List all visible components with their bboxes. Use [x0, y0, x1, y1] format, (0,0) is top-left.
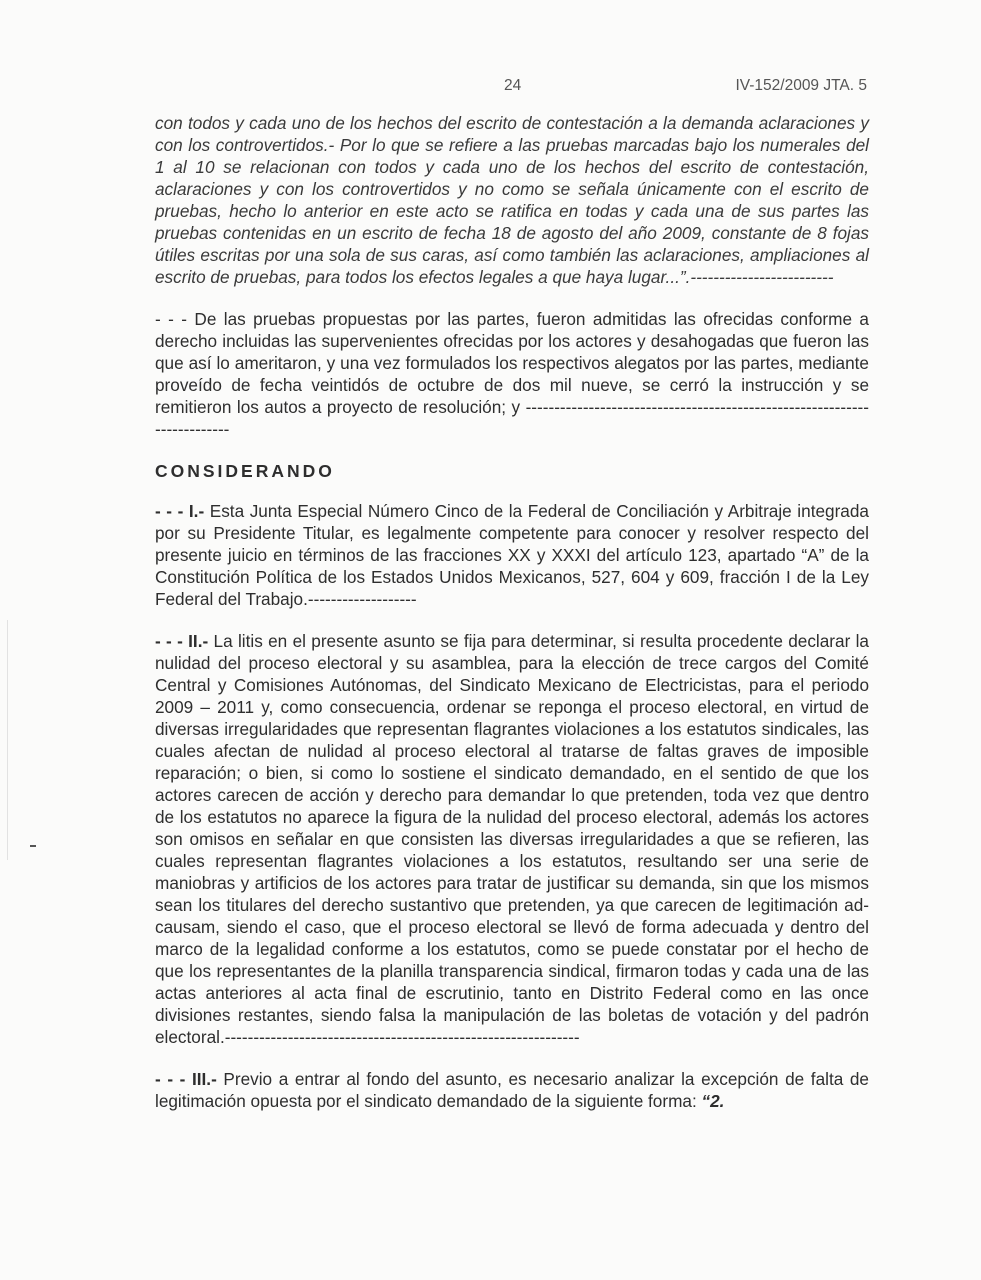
document-body — [155, 112, 869, 1132]
page-number: 24 — [504, 77, 522, 94]
paragraph-marker: - - - I.- — [155, 501, 205, 521]
paragraph-marker: - - - II.- — [155, 631, 209, 651]
section-heading: CONSIDERANDO — [155, 461, 335, 481]
case-reference: IV-152/2009 JTA. 5 — [735, 77, 867, 94]
quoted-paragraph: con todos y cada uno de los hechos del escrito de contestación a la demanda aclaraciones y con los controvertidos.- Por lo que se refiere a las pruebas marcadas bajo los numerales del 1 al 10 se relacionan con todos y cada uno de los hechos del escrito de contestación, aclaraciones y con los controvertidos y no como se señala únicamente con el escrito de pruebas, hecho lo anterior en este acto se ratifica en todas y cada una de sus partes las pruebas contenidas en un escrito de fecha 18 de agosto del año 2009, constante de 8 fojas útiles escritas por una sola de sus caras, así como también las aclaraciones, ampliaciones al escrito de pruebas, para todos los efectos legales a que haya lugar...”.------------------------- — [155, 113, 869, 287]
scan-mark — [30, 845, 36, 847]
paragraph-considerando-2 — [155, 630, 869, 1048]
paragraph-text: Esta Junta Especial Número Cinco de la Federal de Conciliación y Arbitraje integrada por su Presidente Titular, es legalmente competente para conocer y resolver respecto del presente juicio en términos de las fracciones XX y XXXI del artículo 123, apartado “A” de la Constitución Política de los Estados Unidos Mexicanos, 527, 604 y 609, fracción I de la Ley Federal del Trabajo.------------------- — [155, 501, 869, 609]
paragraph-considerando-3 — [155, 1068, 869, 1112]
paragraph-text: Previo a entrar al fondo del asunto, es necesario analizar la excepción de falta de legitimación opuesta por el sindicato demandado de la siguiente forma: — [155, 1069, 869, 1111]
paragraph-marker: - - - III.- — [155, 1069, 217, 1089]
paragraph-considerando-1 — [155, 500, 869, 610]
paragraph-quote-start: “2. — [701, 1091, 725, 1111]
paragraph-pruebas: - - - De las pruebas propuestas por las partes, fueron admitidas las ofrecidas conforme a derecho incluidas las supervenientes ofrecidas por los actores y desahogadas que fueron las que así lo ameritaron, y una vez formulados los respectivos alegatos por las partes, mediante proveído de fecha veintidós de octubre de dos mil nueve, se cerró la instrucción y se remitieron los autos a proyecto de resolución; y ------------------------------------------------------------------------- — [155, 309, 869, 439]
page-header — [0, 77, 981, 99]
scan-edge-line — [7, 620, 8, 860]
paragraph-text: La litis en el presente asunto se fija para determinar, si resulta procedente declarar la nulidad del proceso electoral y su asamblea, para la elección de trece cargos del Comité Central y Comisiones Autónomas, del Sindicato Mexicano de Electricistas, para el periodo 2009 – 2011 y, como consecuencia, ordenar se reponga el proceso electoral, en virtud de diversas irregularidades que representan flagrantes violaciones a los estatutos sindicales, las cuales afectan de nulidad al proceso electoral al tratarse de faltas graves de imposible reparación; o bien, si como lo sostiene el sindicato demandado, en el sentido de que los actores carecen de acción y derecho para demandar lo que pretenden, toda vez que dentro de los estatutos no aparece la figura de la nulidad del proceso electoral, además los actores son omisos en señalar en que consisten las diversas irregularidades a que se refieren, las cuales representan flagrantes violaciones a los estatutos, resultando ser una serie de maniobras y artificios de los actores para tratar de justificar su demanda, sin que los mismos sean los titulares del derecho sustantivo que pretenden, ya que carecen de legitimación ad-causam, siendo el caso, que el proceso electoral se llevó de forma adecuada y dentro del marco de la legalidad conforme a los estatutos, como se puede constatar por el hecho de que los representantes de la planilla transparencia sindical, firmaron todas y cada una de las actas anteriores al acta final de escrutinio, tanto en Distrito Federal como en las once divisiones restantes, siendo falsa la manipulación de las boletas de votación y del padrón electoral.-------------------------------------------------------------- — [155, 631, 869, 1047]
